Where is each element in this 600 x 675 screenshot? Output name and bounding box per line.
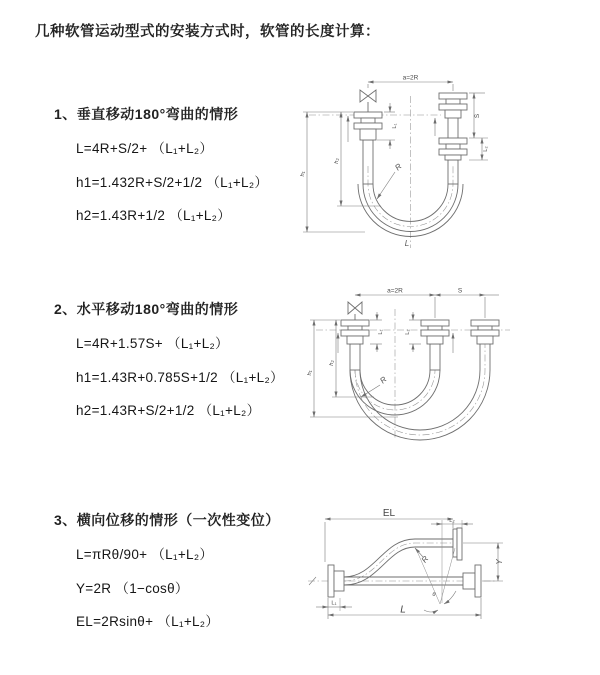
dim-l1 [316,598,352,611]
page-title: 几种软管运动型式的安装方式时，软管的长度计算： [35,24,380,40]
dim-s-label: S [457,287,463,295]
dim-a2r-label: a=2R [402,74,419,82]
dim-l1-label: L₁ [378,329,384,335]
formula-h1: h1=1.432R+S/2+1/2 （L₁+L₂） [76,174,269,190]
right-flange-lower [439,138,467,160]
formula-h2: h2=1.43R+S/2+1/2 （L₁+L₂） [76,403,261,418]
dim-h1-label: h₁ [300,171,306,177]
formula-h1: h1=1.43R+0.785S+1/2 （L₁+L₂） [76,369,284,385]
right-flange-upper [439,93,467,118]
dim-h1 [300,112,365,232]
section-2-heading: 2、水平移动180°弯曲的情形 [54,301,239,317]
braided-hose-left [363,140,373,184]
dim-l1-label: L₁ [331,600,337,607]
dim-el-label: EL [382,508,396,519]
valve-icon [348,302,362,320]
middle-flange-fitting [421,320,449,344]
formula-L: L=πRθ/90+ （L₁+L₂） [76,547,214,562]
formula-EL: EL=2Rsinθ+ （L₁+L₂） [76,614,220,629]
radius-label: R [393,161,404,173]
upper-flange-displaced [453,528,462,560]
hose-displaced-s-curve [344,539,453,585]
length-label: L [404,239,410,248]
left-flange-fitting [328,565,344,597]
dim-l2-label: L₂ [483,146,489,152]
radius-leader [415,548,431,564]
dim-l1 [370,312,384,352]
dim-a2r [368,75,453,92]
radius-leader [377,162,404,199]
dim-l2 [431,518,473,528]
dim-a2r-label: a=2R [387,287,403,295]
right-flange-original [463,565,481,597]
dim-l2 [405,312,421,352]
section-lateral-displacement [54,510,309,644]
section-3-heading: 3、横向位移的情形（一次性变位） [54,512,280,528]
formula-L: L=4R+S/2+ （L₁+L₂） [76,141,214,156]
section-1-heading: 1、垂直移动180°弯曲的情形 [54,106,239,122]
dim-l2-label: L₂ [405,329,411,335]
angle-theta-construction [417,528,456,612]
diagram-lateral-displacement [303,503,598,648]
formula-h2: h2=1.43R+1/2 （L₁+L₂） [76,208,232,223]
braided-hose-middle [430,344,440,370]
dim-h2-label: h₂ [329,360,335,366]
dim-l2-label: L₂ [449,518,455,524]
dim-h2-label: h₂ [334,158,340,164]
dim-h1-label: h₁ [307,370,313,376]
dim-y-label: Y [495,559,504,565]
left-flange-fitting [341,320,369,344]
dim-s-label: S [474,113,481,119]
dim-s [469,93,488,138]
angle-theta-label: θ [432,592,436,598]
dim-l1-label: L₁ [392,123,398,129]
section-vertical-180 [54,104,309,238]
radius-label: R [378,374,389,386]
formula-Y: Y=2R （1−cosθ） [76,580,189,596]
dim-l-label: L [400,604,406,616]
section-horizontal-180 [54,299,309,433]
dim-l [328,598,481,619]
radius-label: R [419,554,431,565]
diagram-vertical-180-bend [293,66,563,261]
left-flange-fitting [354,112,382,140]
right-flange-fitting [471,320,499,344]
braided-hose-left [350,344,360,370]
dim-l2 [469,138,489,160]
dim-s [435,288,499,319]
valve-icon [360,90,376,112]
formula-L: L=4R+1.57S+ （L₁+L₂） [76,336,229,351]
diagram-horizontal-180-bend [298,281,578,446]
